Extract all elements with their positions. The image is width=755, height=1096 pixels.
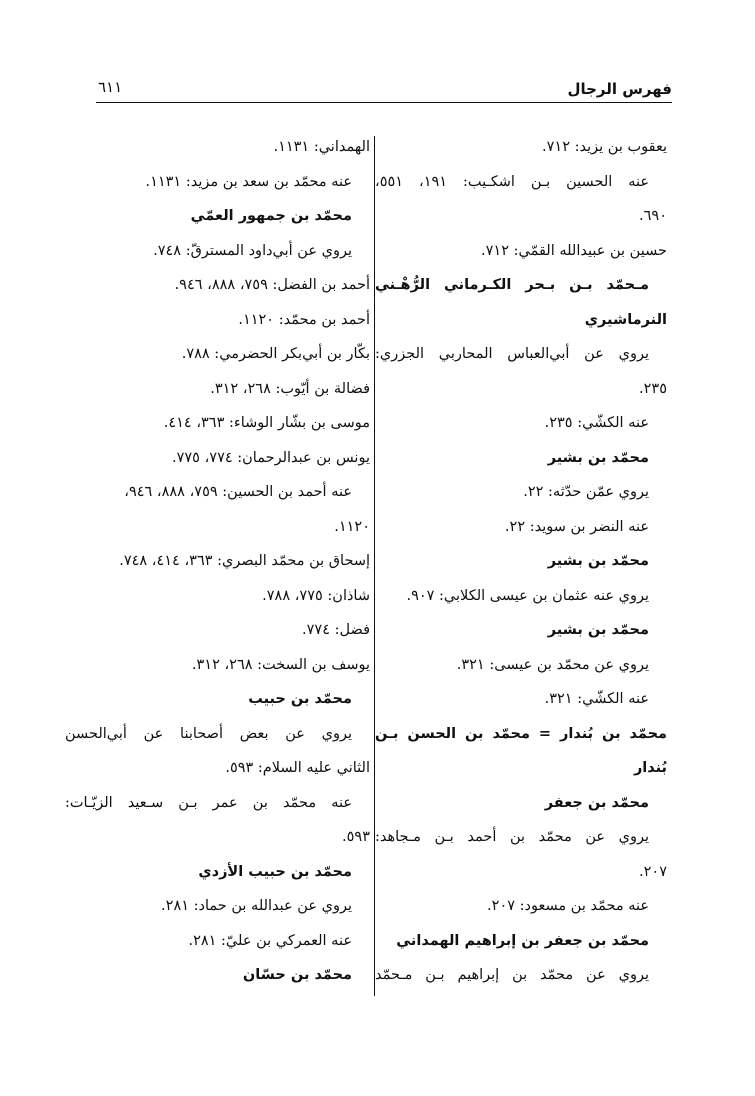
entry-line: فضالة بن أيّوب: ٢٦٨، ٣١٢. xyxy=(210,380,370,397)
entry-heading: مـحمّد بـن بـحر الكـرماني الرُّهْـني xyxy=(375,277,649,293)
entry-line: عنه الكشّي: ٣٢١. xyxy=(544,691,649,707)
entry-heading: محمّد بن بشير xyxy=(547,622,649,638)
entry-line: عنه النضر بن سويد: ٢٢. xyxy=(504,518,649,535)
left-column xyxy=(65,130,370,993)
entry-line: شاذان: ٧٧٥، ٧٨٨. xyxy=(262,587,370,604)
entry-line: يروي عن عبدالله بن حماد: ٢٨١. xyxy=(161,898,352,914)
entry-line: يروي عن محمّد بن إبراهيم بـن مـحمّد xyxy=(375,967,649,983)
entry-line: حسين بن عبيدالله القمّي: ٧١٢. xyxy=(481,242,667,259)
entry-heading: محمّد بن بُندار = محمّد بن الحسن بـن xyxy=(375,725,667,742)
entry-line: عنه أحمد بن الحسين: ٧٥٩، ٨٨٨، ٩٤٦، xyxy=(124,484,352,500)
entry-line: يروي عنه عثمان بن عيسى الكلابي: ٩٠٧. xyxy=(406,587,649,604)
entry-line: يروي عن محمّد بن عيسى: ٣٢١. xyxy=(456,656,649,673)
entry-line: يروي عمّن حدّثه: ٢٢. xyxy=(523,484,649,500)
entry-line: ٥٩٣. xyxy=(342,829,370,845)
entry-line: يوسف بن السخت: ٢٦٨، ٣١٢. xyxy=(191,656,370,673)
entry-line: موسى بن بشّار الوشاء: ٣٦٣، ٤١٤. xyxy=(163,415,370,431)
entry-heading: محمّد بن حسّان xyxy=(242,967,352,983)
entry-heading: محمّد بن بشير xyxy=(547,449,649,466)
entry-line: يونس بن عبدالرحمان: ٧٧٤، ٧٧٥. xyxy=(172,449,370,466)
entry-line: ٢٣٥. xyxy=(639,380,667,397)
entry-line: عنه محمّد بن مسعود: ٢٠٧. xyxy=(487,898,649,914)
entry-heading: محمّد بن جعفر بن إبراهيم الهمداني xyxy=(396,932,649,949)
entry-heading: بُندار xyxy=(633,760,667,776)
entry-heading: محمّد بن حبيب xyxy=(248,691,352,707)
column-divider xyxy=(374,136,375,996)
entry-line: عنه محمّد بن عمر بـن سـعيد الزيّـات: xyxy=(65,794,352,811)
entry-line: إسحاق بن محمّد البصري: ٣٦٣، ٤١٤، ٧٤٨. xyxy=(119,553,370,569)
entry-line: يعقوب بن يزيد: ٧١٢. xyxy=(542,139,667,155)
page-number: ٦١١ xyxy=(98,78,123,96)
page-header xyxy=(96,76,672,103)
entry-line: ١١٢٠. xyxy=(334,518,370,535)
entry-line: أحمد بن الفضل: ٧٥٩، ٨٨٨، ٩٤٦. xyxy=(174,277,370,293)
entry-line: الهمداني: ١١٣١. xyxy=(273,139,370,155)
entry-line: أحمد بن محمّد: ١١٢٠. xyxy=(238,311,370,328)
entry-line: فضل: ٧٧٤. xyxy=(302,622,370,638)
entry-line: يروي عن محمّد بن أحمد بـن مـجاهد: xyxy=(375,829,649,845)
entry-line: يروي عن بعض أصحابنا عن أبي‌الحسن xyxy=(65,725,352,742)
entry-heading: محمّد بن جمهور العمّي xyxy=(190,208,352,224)
entry-line: عنه العمركي بن عليّ: ٢٨١. xyxy=(188,932,352,949)
page-title: فهرس الرجال xyxy=(567,80,672,98)
entry-line: عنه محمّد بن سعد بن مزيد: ١١٣١. xyxy=(145,173,352,190)
entry-heading: محمّد بن حبيب الأزدي xyxy=(198,863,352,880)
entry-line: يروي عن أبي‌داود المسترقّ: ٧٤٨. xyxy=(153,242,352,259)
entry-heading: محمّد بن بشير xyxy=(547,553,649,569)
entry-line: عنه الحسين بـن اشكـيب: ١٩١، ٥٥١، xyxy=(375,173,649,190)
right-column xyxy=(375,130,667,993)
entry-line: الثاني عليه السلام: ٥٩٣. xyxy=(225,760,370,776)
entry-line: يروي عن أبي‌العباس المحاربي الجزري: xyxy=(375,346,649,362)
entry-line: بكّار بن أبي‌بكر الحضرمي: ٧٨٨. xyxy=(181,346,370,362)
entry-line: ٦٩٠. xyxy=(639,208,667,224)
entry-heading: محمّد بن جعفر xyxy=(544,794,649,811)
entry-heading: النرماشيري xyxy=(584,311,667,328)
entry-line: ٢٠٧. xyxy=(639,863,667,880)
entry-line: عنه الكشّي: ٢٣٥. xyxy=(544,415,649,431)
